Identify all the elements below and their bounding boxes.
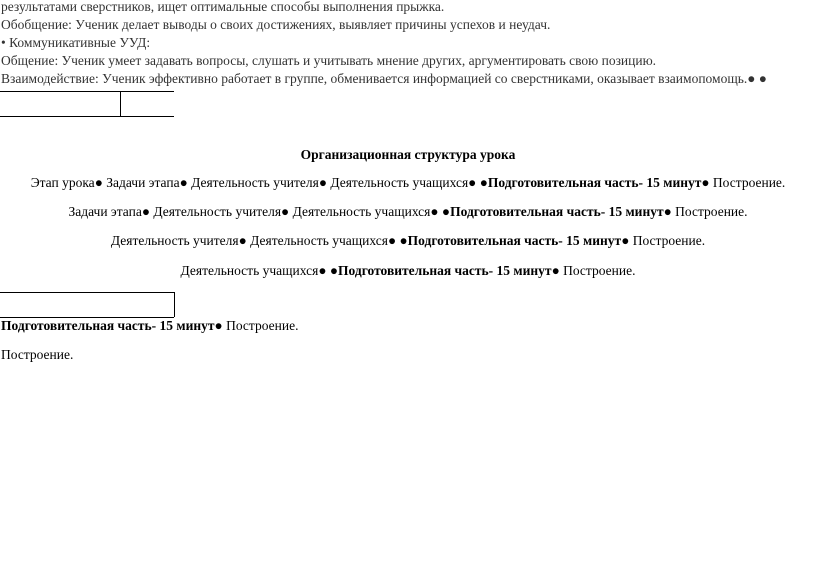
- intro-line-5-bullets: ● ●: [747, 71, 767, 86]
- bullet: ●: [238, 233, 247, 248]
- row-2-tail: Построение.: [675, 204, 748, 219]
- row-3-students: Деятельность учащихся: [250, 233, 388, 248]
- bullet: ●: [387, 233, 397, 248]
- row-1-students: Деятельность учащихся: [330, 175, 469, 190]
- row-5-tail: Построение.: [226, 318, 299, 333]
- row-1-tail: Построение.: [712, 175, 786, 190]
- row-1-prep: Подготовительная часть- 15 минут: [487, 175, 702, 190]
- bullet: ●: [214, 318, 223, 333]
- section-title: Организационная структура урока: [300, 147, 516, 162]
- row-3-tail: Построение.: [632, 233, 706, 248]
- table-2-top-border: [0, 292, 174, 293]
- row-2-prep: Подготовительная часть- 15 минут: [450, 204, 664, 219]
- row-5-prep: Подготовительная часть- 15 минут: [1, 318, 215, 333]
- bullet: ●: [663, 204, 672, 219]
- row-6-tail: Построение.: [1, 347, 74, 362]
- structure-row-1: [0, 174, 816, 192]
- table-bottom-border: [0, 116, 174, 117]
- intro-line-5-text: Взаимодействие: Ученик эффективно работает в группе, обменивается информацией со сверстниками, оказывает взаимопомощь.: [1, 71, 748, 86]
- bullet: ●: [701, 175, 710, 190]
- row-2-students: Деятельность учащихся: [292, 204, 431, 219]
- bullet: ●: [430, 204, 439, 219]
- bullet: ●: [179, 175, 188, 190]
- bullet: ●: [329, 263, 339, 278]
- structure-row-4: [0, 262, 816, 280]
- intro-line-2: Обобщение: Ученик делает выводы о своих достижениях, выявляет причины успехов и неудач.: [1, 17, 551, 32]
- row-1-stage: Этап урока: [30, 175, 95, 190]
- bullet: ●: [468, 175, 477, 190]
- row-4-tail: Построение.: [563, 263, 636, 278]
- structure-row-3: [0, 232, 816, 250]
- bullet: ●: [441, 204, 451, 219]
- row-3-prep: Подготовительная часть- 15 минут: [407, 233, 622, 248]
- table-2-right-border: [174, 292, 175, 317]
- table-top-border: [0, 91, 174, 92]
- bullet: ●: [318, 263, 327, 278]
- row-4-prep: Подготовительная часть- 15 минут: [338, 263, 552, 278]
- bullet: ●: [94, 175, 103, 190]
- intro-line-1: результатами сверстников, ищет оптимальные способы выполнения прыжка.: [1, 0, 445, 14]
- bullet: ●: [479, 175, 488, 190]
- intro-line-3: • Коммуникативные УУД:: [1, 35, 151, 50]
- row-2-teacher: Деятельность учителя: [153, 204, 282, 219]
- bullet: ●: [551, 263, 560, 278]
- intro-line-4: Общение: Ученик умеет задавать вопросы, слушать и учитывать мнение других, аргументировать свою позицию.: [1, 53, 657, 68]
- row-3-teacher: Деятельность учителя: [110, 233, 239, 248]
- bullet: ●: [399, 233, 408, 248]
- bullet: ●: [621, 233, 630, 248]
- row-2-tasks: Задачи этапа: [68, 204, 142, 219]
- structure-row-5: [1, 317, 298, 335]
- row-1-tasks: Задачи этапа: [106, 175, 180, 190]
- bullet: ●: [141, 204, 150, 219]
- bullet: ●: [318, 175, 327, 190]
- row-4-students: Деятельность учащихся: [180, 263, 319, 278]
- table-column-divider: [120, 91, 121, 116]
- structure-row-2: [0, 203, 816, 221]
- row-1-teacher: Деятельность учителя: [191, 175, 319, 190]
- intro-line-5: [1, 70, 767, 88]
- structure-row-6: [1, 346, 73, 364]
- bullet: ●: [281, 204, 290, 219]
